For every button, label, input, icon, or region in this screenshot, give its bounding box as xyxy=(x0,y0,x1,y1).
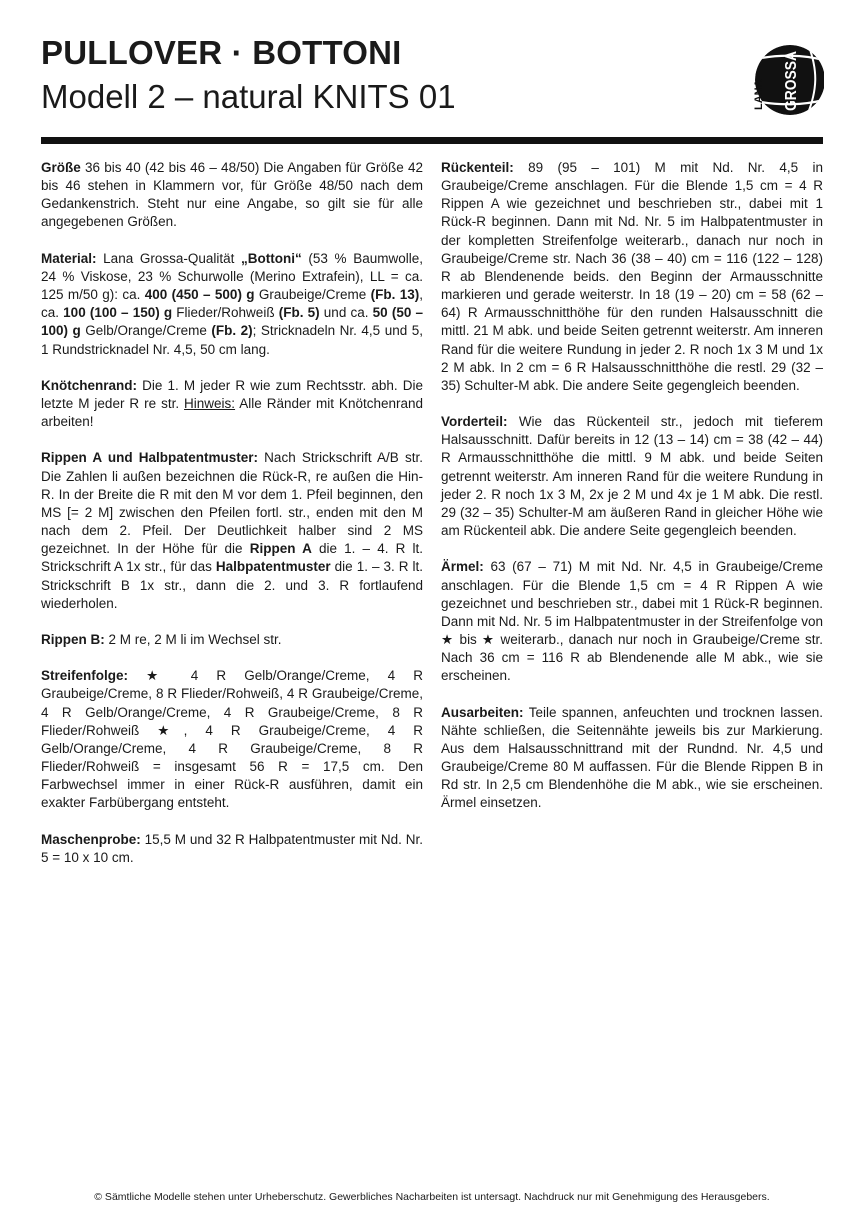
section-bold: 50 (50 – 100) g xyxy=(41,305,424,339)
section-bold: (Fb. 2) xyxy=(211,323,253,339)
section-text: und ca. xyxy=(319,305,373,321)
section-text: Die 1. M jeder R wie zum Rechtsstr. abh. Die letzte M jeder R re str. xyxy=(41,377,423,411)
section-text: Nach Strickschrift A/B str. Die Zahlen li außen bezeichnen die Rück-R, re außen die Hin-R. In der Breite die R mit den M vor dem 1. Pfeil beginnen, den MS [= 2 M] zwischen den Pfeilen fortl. str., enden mit den M nach dem 2. Pfeil. Der Deutlichkeit halber sind 2 MS gezeichnet. In der Höhe für die xyxy=(41,450,423,557)
section-head: Rippen B: xyxy=(41,632,105,647)
section-bold: Rippen A xyxy=(249,541,312,557)
section-head: Knötchenrand: xyxy=(41,377,137,393)
logo-text-lana: LANA xyxy=(753,79,765,110)
section-head: Rückenteil: xyxy=(441,160,514,175)
section-text: 63 (67 – 71) M mit Nd. Nr. 4,5 in Graubeige/Creme anschlagen. Für die Blende 1,5 cm = 4 R Rippen A wie gezeichnet und beschrieben str., dabei mit 1 Rück-R beginnen. Dann mit Nd. Nr. 5 im Halbpatentmuster in der Streifenfolge von ★ bis ★ weiterarb., danach nur noch in Graubeige/Creme str. Nach 36 cm = 116 R ab Blendenende alle M abk., wie sie erscheinen. xyxy=(441,559,823,684)
section-text: 2 M re, 2 M li im Wechsel str. xyxy=(104,632,282,647)
section-text: Alle Ränder mit Knötchenrand arbeiten! xyxy=(41,396,424,430)
section-knoetchenrand xyxy=(41,377,423,431)
section-text: (53 % Baumwolle, 24 % Viskose, 23 % Schurwolle (Merino Extrafein), LL = ca. 125 m/50 g): ca. xyxy=(41,250,423,303)
section-bold: (Fb. 13) xyxy=(370,287,420,303)
section-text: Flieder/Rohweiß xyxy=(172,305,279,321)
section-ausarbeiten xyxy=(441,704,823,813)
section-maschenprobe xyxy=(41,831,423,867)
right-column xyxy=(441,159,823,831)
section-text: 36 bis 40 (42 bis 46 – 48/50) Die Angaben für Größe 42 bis 46 stehen in Klammern vor, für Größe 48/50 nach dem Gedankenstrich. Steht nur eine Angabe, so gilt sie für alle angegebenen Größen. xyxy=(41,160,423,230)
section-text: Graubeige/Creme xyxy=(254,287,371,303)
section-head: Rippen A und Halbpatentmuster: xyxy=(41,450,259,466)
section-text: die 1. – 4. R lt. Strickschrift A 1x str., für das xyxy=(41,541,423,575)
section-groesse xyxy=(41,159,423,232)
section-head: Ärmel: xyxy=(441,559,484,575)
section-rueckenteil xyxy=(441,159,823,395)
page-subtitle: Modell 2 – natural KNITS 01 xyxy=(41,78,456,115)
section-head: Ausarbeiten: xyxy=(441,704,524,720)
section-head: Maschenprobe: xyxy=(41,831,141,847)
section-text: Gelb/Orange/Creme xyxy=(80,323,212,339)
section-bold: 100 (100 – 150) g xyxy=(63,305,173,321)
section-bold: „Bottoni“ xyxy=(241,250,302,266)
section-bold: 400 (450 – 500) g xyxy=(144,287,255,303)
section-text: 89 (95 – 101) M mit Nd. Nr. 4,5 in Graubeige/Creme anschlagen. Für die Blende 1,5 cm = 4 R Rippen A wie gezeichnet und beschrieben str., dabei mit 1 Rück-R beginnen. Dann mit Nd. Nr. 5 im Halbpatentmuster in der kompletten Streifenfolge weiterarb., danach nur noch in Graubeige/Creme str. Nach 36 (38 – 40) cm = 116 (122 – 128) R ab Blendenende beids. den Beginn der Armausschnitte markieren und gerade weiterstr. In 18 (19 – 20) cm = 58 (62 – 64) R Armausschnitthöhe für den runden Halsausschnitt die mittl. 21 M abk. und beide Seiten getrennt weiterstr. Am inneren Rand für die weitere Rundung in jeder 2. R noch 1x 3 M und 1x 2 M abk. In 2 cm = 6 R Halsausschnitthöhe die restl. 29 (32 – 35) Schulter-M abk. Die andere Seite gegengleich beenden. xyxy=(441,160,823,393)
section-underline: Hinweis: xyxy=(184,396,236,411)
section-head: Vorderteil: xyxy=(441,414,508,430)
header-rule xyxy=(41,137,823,144)
section-bold: Halbpatentmuster xyxy=(215,559,331,575)
section-text: ★ 4 R Gelb/Orange/Creme, 4 R Graubeige/Creme, 8 R Flieder/Rohweiß, 4 R Graubeige/Creme, 4 R Gelb/Orange/Creme, 4 R Graubeige/Creme, 8 R Flieder/Rohweiß ★, 4 R Graubeige/Creme, 4 R Gelb/Orange/Creme, 4 R Graubeige/Creme, 8 R Flieder/Rohweiß = insgesamt 56 R = 17,5 cm. Den Farbwechsel immer in einer Rück-R ausführen, damit ein exakter Farbübergang entsteht. xyxy=(41,668,423,811)
section-aermel xyxy=(441,558,823,685)
section-text: ; Stricknadeln Nr. 4,5 und 5, 1 Rundstricknadel Nr. 4,5, 50 cm lang. xyxy=(41,323,423,357)
logo-text-grossa: GROSSA xyxy=(783,41,800,111)
section-rippen-b xyxy=(41,631,423,649)
section-material xyxy=(41,250,423,359)
section-vorderteil xyxy=(441,413,823,540)
section-bold: (Fb. 5) xyxy=(278,305,320,321)
section-head: Größe xyxy=(41,160,81,175)
section-text: Wie das Rückenteil str., jedoch mit tieferem Halsausschnitt. Dafür bereits in 12 (13 – 14) cm = 38 (42 – 44) R Armausschnitthöhe die mittl. 9 M abk. und beide Seiten getrennt weiterstr. Am inneren Rand für die weitere Rundung in jeder 2. R noch 1x 3 M, 2x je 2 M und 4x je 1 M abk. Die restl. 29 (32 – 35) Schulter-M am äußeren Rand in gleicher Höhe wie am Rückenteil abk. Die andere Seite gegengleich beenden. xyxy=(441,414,823,539)
section-text: , ca. xyxy=(41,287,423,321)
section-head: Material: xyxy=(41,250,97,266)
section-head: Streifenfolge: xyxy=(41,668,129,684)
copyright-footer: © Sämtliche Modelle stehen unter Urheberschutz. Gewerbliches Nacharbeiten ist untersagt. Nachdruck nur mit Genehmigung des Herausgebers. xyxy=(94,1191,770,1203)
section-text: Teile spannen, anfeuchten und trocknen lassen. Nähte schließen, die Seitennähte jeweils bis zur Markierung. Aus dem Halsausschnittrand mit der Rundnd. Nr. 4,5 und Graubeige/Creme 80 M auffassen. Für die Blende Rippen B in Rd str. In 2,5 cm Blendenhöhe die M abk., wie sie erscheinen. Ärmel einsetzen. xyxy=(441,704,823,811)
lana-grossa-ball-logo-icon xyxy=(746,40,824,118)
left-column xyxy=(41,159,423,885)
section-streifenfolge xyxy=(41,667,423,812)
page-title: PULLOVER · BOTTONI xyxy=(41,34,402,71)
section-rippen-a xyxy=(41,449,423,612)
section-text: Lana Grossa-Qualität xyxy=(96,250,242,266)
section-text: 15,5 M und 32 R Halbpatentmuster mit Nd. Nr. 5 = 10 x 10 cm. xyxy=(41,831,423,865)
section-text: die 1. – 3. R lt. Strickschrift B 1x str., dann die 2. und 3. R fortlaufend wiederholen. xyxy=(41,559,424,611)
